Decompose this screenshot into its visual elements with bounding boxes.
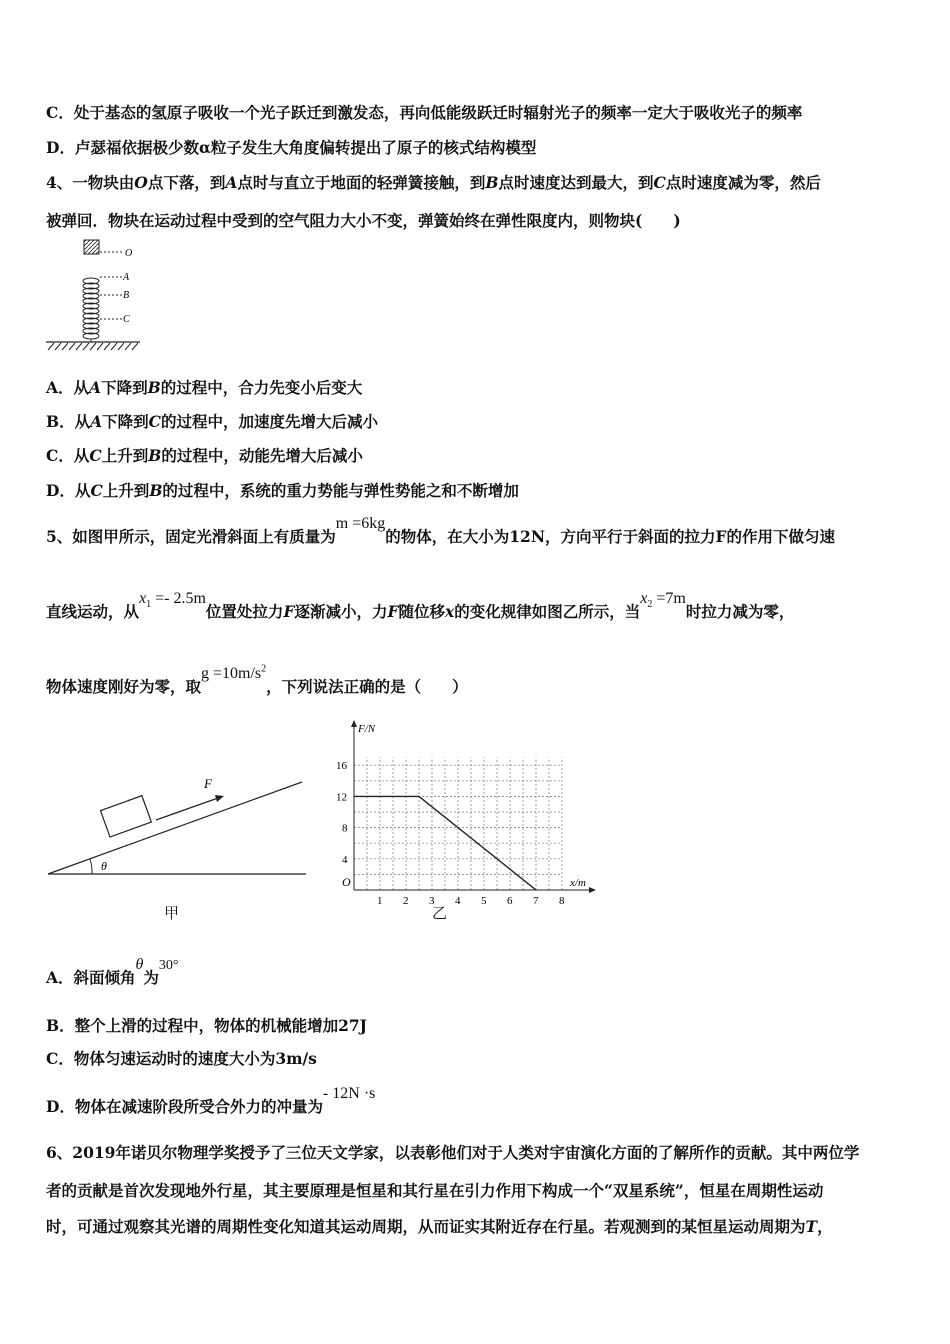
angle-label: θ: [101, 859, 107, 873]
force-label: F: [204, 776, 212, 791]
x-tick-label: 2: [403, 895, 409, 907]
q5-stem-line1: 5、如图甲所示，固定光滑斜面上有质量为m =6kg的物体，在大小为12N，方向平行于斜面的拉力F的作用下做匀速: [46, 515, 836, 546]
q3-option-c: C．处于基态的氢原子吸收一个光子跃迁到激发态，再向低能级跃迁时辐射光子的频率一定大于吸收光子的频率: [46, 103, 803, 122]
q5-option-a: A．斜面倾角θ为30°: [46, 956, 179, 987]
spring-figure: [40, 234, 150, 354]
impulse-value: - 12N ·s: [322, 1085, 376, 1102]
label-c: C: [123, 314, 130, 325]
block: [100, 796, 151, 837]
label-b: B: [123, 290, 130, 301]
theta-symbol: θ: [135, 956, 144, 973]
q5-option-d: D．物体在减速阶段所受合外力的冲量为- 12N ·s: [46, 1085, 376, 1116]
q5-option-b: B．整个上滑的过程中，物体的机械能增加27J: [46, 1016, 368, 1035]
incline-slope: [48, 782, 302, 874]
x-tick-label: 6: [507, 895, 513, 907]
y-tick-label: 12: [336, 791, 347, 804]
x-tick-label: 3: [429, 895, 435, 907]
force-displacement-chart: [328, 716, 603, 907]
mass-expression: m =6kg: [335, 515, 386, 532]
label-a: A: [123, 272, 130, 283]
x2-expression: $x_2 =7m$: [640, 590, 686, 611]
q6-line2: 者的贡献是首次发现地外行星，其主要原理是恒星和其行星在引力作用下构成一个“双星系统”，恒星在周期性运动: [46, 1181, 824, 1200]
force-arrow: [156, 798, 218, 820]
y-tick-label: 8: [342, 822, 348, 835]
q4-option-b: B．从A下降到C的过程中，加速度先增大后减小: [46, 412, 379, 431]
q4-stem-line1: 4、一物块由O点下落，到A点时与直立于地面的轻弹簧接触，到B点时速度达到最大，到C点时速度减为零，然后: [46, 173, 821, 192]
x-tick-label: 4: [455, 895, 461, 907]
y-axis-label: F/N: [358, 723, 376, 735]
x-tick-label: 8: [559, 895, 565, 907]
x-tick-label: 7: [533, 895, 539, 907]
x-tick-label: 5: [481, 895, 487, 907]
q4-option-a: A．从A下降到B的过程中，合力先变小后变大: [46, 378, 363, 397]
incline-figure: [44, 770, 314, 880]
label-o: O: [125, 248, 133, 259]
y-tick-label: 4: [342, 853, 348, 866]
q5-stem-line3: 物体速度刚好为零，取$g =10m/s^2$，下列说法正确的是（ ）: [46, 663, 468, 696]
angle-value: 30°: [158, 958, 179, 973]
y-axis-arrow: [351, 720, 357, 727]
q6-line1: 6、2019年诺贝尔物理学奖授予了三位天文学家，以表彰他们对于人类对宇宙演化方面的了解所作的贡献。其中两位学: [46, 1143, 860, 1162]
origin-label: O: [342, 875, 351, 889]
q5-option-c: C．物体匀速运动时的速度大小为3m/s: [46, 1049, 317, 1068]
caption-yi: 乙: [432, 904, 448, 922]
q3-option-d: D．卢瑟福依据极少数α粒子发生大角度偏转提出了原子的核式结构模型: [46, 138, 537, 157]
caption-jia: 甲: [164, 904, 180, 922]
series-line-f: [354, 796, 536, 890]
y-tick-label: 16: [336, 760, 347, 773]
q4-option-c: C．从C上升到B的过程中，动能先增大后减小: [46, 446, 363, 465]
q5-stem-line2: 直线运动，从$x_1 =- 2.5m$位置处拉力F逐渐减小，力F随位移x的变化规律如图乙所示，当$x_2 =7m$时拉力减为零，: [46, 590, 795, 621]
x-axis-label: x/m: [570, 877, 586, 889]
spring: [83, 278, 99, 342]
q6-line3: 时，可通过观察其光谱的周期性变化知道其运动周期，从而证实其附近存在行星。若观测到的某恒星运动周期为T，: [46, 1217, 833, 1236]
g-expression: $g =10m/s^2$: [201, 663, 267, 682]
x1-expression: $x_1 =- 2.5m$: [139, 590, 206, 611]
q4-option-d: D．从C上升到B的过程中，系统的重力势能与弹性势能之和不断增加: [46, 481, 519, 500]
x-axis-arrow: [589, 887, 596, 893]
x-tick-label: 1: [377, 895, 383, 907]
q4-stem-line2: 被弹回．物块在运动过程中受到的空气阻力大小不变，弹簧始终在弹性限度内，则物块( ): [46, 211, 681, 230]
block: [84, 240, 99, 254]
